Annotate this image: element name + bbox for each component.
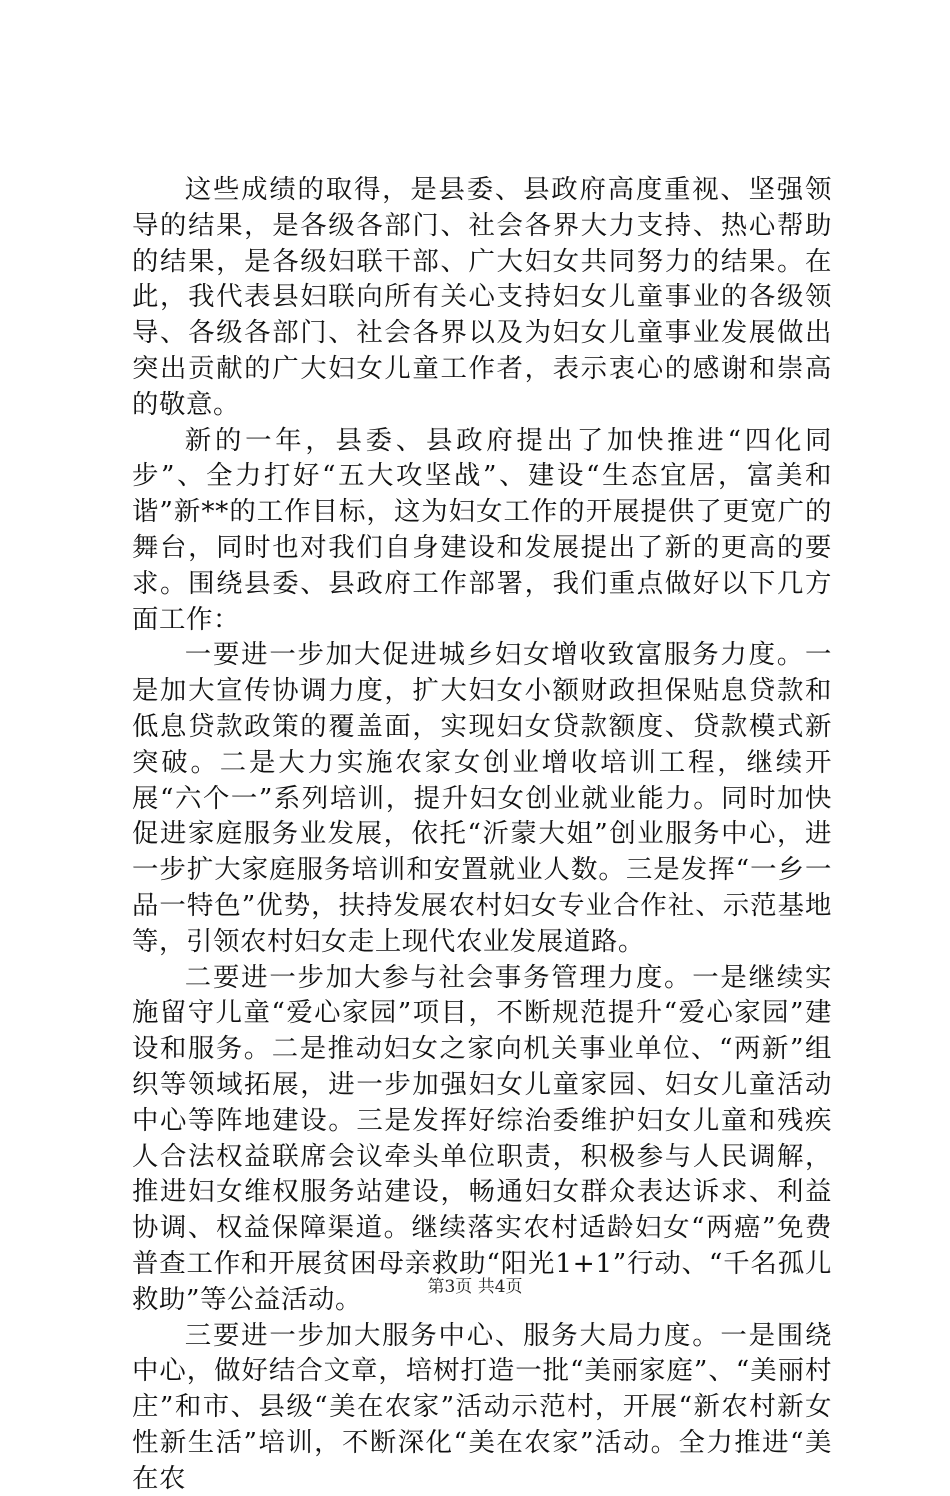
paragraph-task-one: 一要进一步加大促进城乡妇女增收致富服务力度。一是加大宣传协调力度，扩大妇女小额财政担保贴息贷款和低息贷款政策的覆盖面，实现妇女贷款额度、贷款模式新突破。二是大力实施农家女创业增收培训工程，继续开展“六个一”系列培训，提升妇女创业就业能力。同时加快促进家庭服务业发展，依托“沂蒙大姐”创业服务中心，进一步扩大家庭服务培训和安置就业人数。三是发挥“一乡一品一特色”优势，扶持发展农村妇女专业合作社、示范基地等，引领农村妇女走上现代农业发展道路。: [132, 637, 832, 959]
paragraph-achievements: 这些成绩的取得，是县委、县政府高度重视、坚强领导的结果，是各级各部门、社会各界大力支持、热心帮助的结果，是各级妇联干部、广大妇女共同努力的结果。在此，我代表县妇联向所有关心支持妇女儿童事业的各级领导、各级各部门、社会各界以及为妇女儿童事业发展做出突出贡献的广大妇女儿童工作者，表示衷心的感谢和崇高的敬意。: [132, 172, 832, 423]
paragraph-task-two: 二要进一步加大参与社会事务管理力度。一是继续实施留守儿童“爱心家园”项目，不断规范提升“爱心家园”建设和服务。二是推动妇女之家向机关事业单位、“两新”组织等领域拓展，进一步加强妇女儿童家园、妇女儿童活动中心等阵地建设。三是发挥好综治委维护妇女儿童和残疾人合法权益联席会议牵头单位职责，积极参与人民调解，推进妇女维权服务站建设，畅通妇女群众表达诉求、利益协调、权益保障渠道。继续落实农村适龄妇女“两癌”免费普查工作和开展贫困母亲救助“阳光1+1”行动、“千名孤儿救助”等公益活动。: [132, 960, 832, 1318]
page-number-footer: 第3页 共4页: [0, 1276, 950, 1298]
paragraph-new-year-goals: 新的一年，县委、县政府提出了加快推进“四化同步”、全力打好“五大攻坚战”、建设“生态宜居，富美和谐”新**的工作目标，这为妇女工作的开展提供了更宽广的舞台，同时也对我们自身建设和发展提出了新的更高的要求。围绕县委、县政府工作部署，我们重点做好以下几方面工作：: [132, 423, 832, 638]
paragraph-task-three: 三要进一步加大服务中心、服务大局力度。一是围绕中心，做好结合文章，培树打造一批“美丽家庭”、“美丽村庄”和市、县级“美在农家”活动示范村，开展“新农村新女性新生活”培训，不断深化“美在农家”活动。全力推进“美在农: [132, 1318, 832, 1496]
